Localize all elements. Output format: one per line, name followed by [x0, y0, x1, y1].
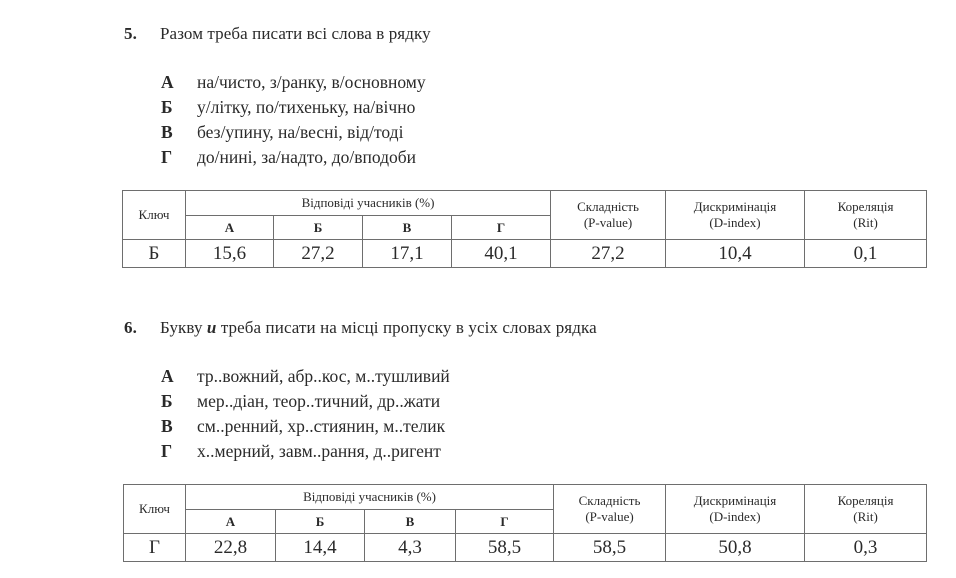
question-number: 5.: [124, 24, 137, 43]
key-value: Г: [124, 534, 186, 562]
response-value-a: 15,6: [186, 240, 274, 268]
response-value-a: 22,8: [186, 534, 276, 562]
responses-header: Відповіді учасників (%): [186, 485, 554, 510]
question-6-stats-table: [123, 484, 927, 562]
emphasized-letter: и: [206, 318, 217, 337]
correlation-value: 0,1: [805, 240, 927, 268]
option-letter: А: [161, 366, 174, 386]
option-a: [161, 71, 426, 96]
discrimination-value: 10,4: [666, 240, 805, 268]
question-5-title: [124, 24, 431, 44]
question-6-title: [124, 318, 597, 338]
question-5-options: [161, 71, 426, 171]
option-letter: Г: [161, 441, 173, 461]
difficulty-value: 27,2: [551, 240, 666, 268]
option-letter: В: [161, 416, 173, 436]
response-letter-b: Б: [274, 216, 363, 240]
question-6-options: [161, 365, 450, 465]
option-text: на/чисто, з/ранку, в/основному: [197, 72, 426, 92]
response-letter-b: Б: [276, 510, 365, 534]
question-number: 6.: [124, 318, 137, 337]
option-b: [161, 96, 426, 121]
discrimination-header: Дискримінація (D-index): [666, 485, 805, 534]
response-value-b: 27,2: [274, 240, 363, 268]
correlation-header: Кореляція (Rit): [805, 191, 927, 240]
option-a: [161, 365, 450, 390]
option-letter: А: [161, 72, 174, 92]
option-text: см..ренний, хр..стиянин, м..телик: [197, 416, 446, 436]
question-prompt: Букву и треба писати на місці пропуску в усіх словах рядка: [160, 318, 597, 337]
option-text: х..мерний, завм..рання, д..ригент: [197, 441, 441, 461]
response-letter-v: В: [363, 216, 452, 240]
option-v: [161, 415, 450, 440]
option-text: у/літку, по/тихеньку, на/вічно: [197, 97, 416, 117]
response-letter-a: А: [186, 216, 274, 240]
response-letter-h: Г: [456, 510, 554, 534]
option-letter: Г: [161, 147, 173, 167]
discrimination-header: Дискримінація (D-index): [666, 191, 805, 240]
response-letter-v: В: [365, 510, 456, 534]
correlation-header: Кореляція (Rit): [805, 485, 927, 534]
option-letter: Б: [161, 391, 173, 411]
key-value: Б: [123, 240, 186, 268]
option-h: [161, 440, 450, 465]
difficulty-header: Складність (P-value): [551, 191, 666, 240]
key-header: Ключ: [124, 485, 186, 534]
response-value-v: 4,3: [365, 534, 456, 562]
difficulty-value: 58,5: [554, 534, 666, 562]
question-5-stats-table: [122, 190, 927, 268]
response-letter-h: Г: [452, 216, 551, 240]
correlation-value: 0,3: [805, 534, 927, 562]
option-text: до/нині, за/надто, до/вподоби: [197, 147, 417, 167]
option-text: без/упину, на/весні, від/тоді: [197, 122, 404, 142]
option-v: [161, 121, 426, 146]
difficulty-header: Складність (P-value): [554, 485, 666, 534]
response-value-h: 58,5: [456, 534, 554, 562]
option-letter: В: [161, 122, 173, 142]
option-letter: Б: [161, 97, 173, 117]
option-text: мер..діан, теор..тичний, др..жати: [197, 391, 441, 411]
option-text: тр..вожний, абр..кос, м..тушливий: [197, 366, 450, 386]
responses-header: Відповіді учасників (%): [186, 191, 551, 216]
option-b: [161, 390, 450, 415]
response-value-v: 17,1: [363, 240, 452, 268]
question-prompt: Разом треба писати всі слова в рядку: [160, 24, 431, 43]
response-value-b: 14,4: [276, 534, 365, 562]
response-value-h: 40,1: [452, 240, 551, 268]
discrimination-value: 50,8: [666, 534, 805, 562]
response-letter-a: А: [186, 510, 276, 534]
option-h: [161, 146, 426, 171]
key-header: Ключ: [123, 191, 186, 240]
